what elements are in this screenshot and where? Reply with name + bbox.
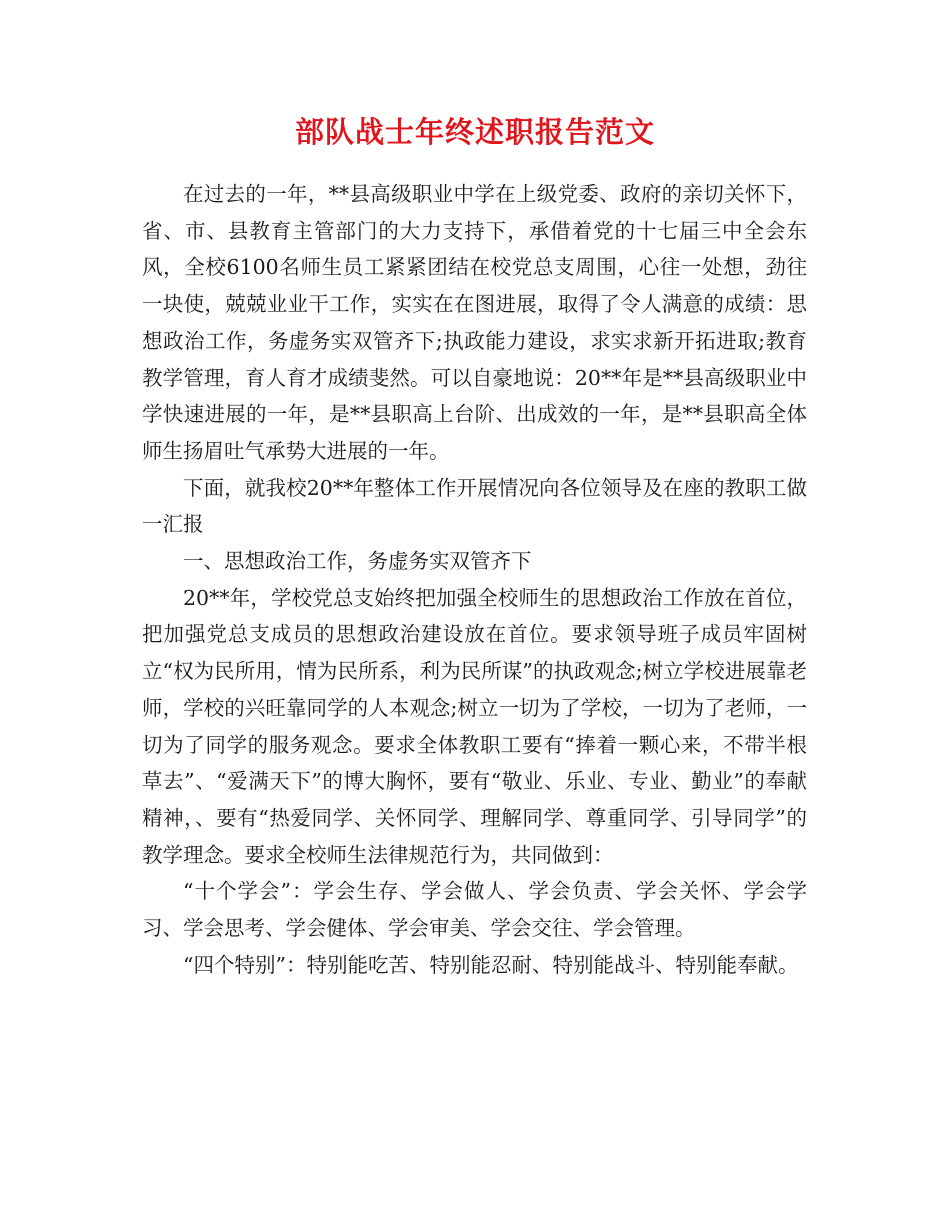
document-body: [142, 176, 807, 983]
paragraph-political-work: 20**年，学校党总支始终把加强全校师生的思想政治工作放在首位，把加强党总支成员的思想政治建设放在首位。要求领导班子成员牢固树立“权为民所用，情为民所系，利为民所谋”的执政观念;树立学校进展靠老师，学校的兴旺靠同学的人本观念;树立一切为了学校，一切为了老师，一切为了同学的服务观念。要求全体教职工要有“捧着一颗心来，不带半根草去”、“爱满天下”的博大胸怀，要有“敬业、乐业、专业、勤业”的奉献精神，、要有“热爱同学、关怀同学、理解同学、尊重同学、引导同学”的教学理念。要求全校师生法律规范行为，共同做到：: [142, 585, 807, 867]
section-heading-1: 一、思想政治工作，务虚务实双管齐下: [183, 549, 532, 574]
paragraph-four-special: “四个特别”：特别能吃苦、特别能忍耐、特别能战斗、特别能奉献。: [183, 952, 799, 977]
document-title: 部队战士年终述职报告范文: [294, 115, 655, 149]
paragraph-intro: 在过去的一年，**县高级职业中学在上级党委、政府的亲切关怀下，省、市、县教育主管部门的大力支持下，承借着党的十七届三中全会东风，全校6100名师生员工紧紧团结在校党总支周围，心往一处想，劲往一块使，兢兢业业干工作，实实在在图进展，取得了令人满意的成绩：思想政治工作，务虚务实双管齐下;执政能力建设，求实求新开拓进取;教育教学管理，育人育才成绩斐然。可以自豪地说：20**年是**县高级职业中学快速进展的一年，是**县职高上台阶、出成效的一年，是**县职高全体师生扬眉吐气承势大进展的一年。: [142, 182, 807, 463]
paragraph-ten-learn: “十个学会”：学会生存、学会做人、学会负责、学会关怀、学会学习、学会思考、学会健体、学会审美、学会交往、学会管理。: [142, 879, 807, 941]
paragraph-report-intro: 下面，就我校20**年整体工作开展情况向各位领导及在座的教职工做一汇报: [142, 475, 807, 537]
